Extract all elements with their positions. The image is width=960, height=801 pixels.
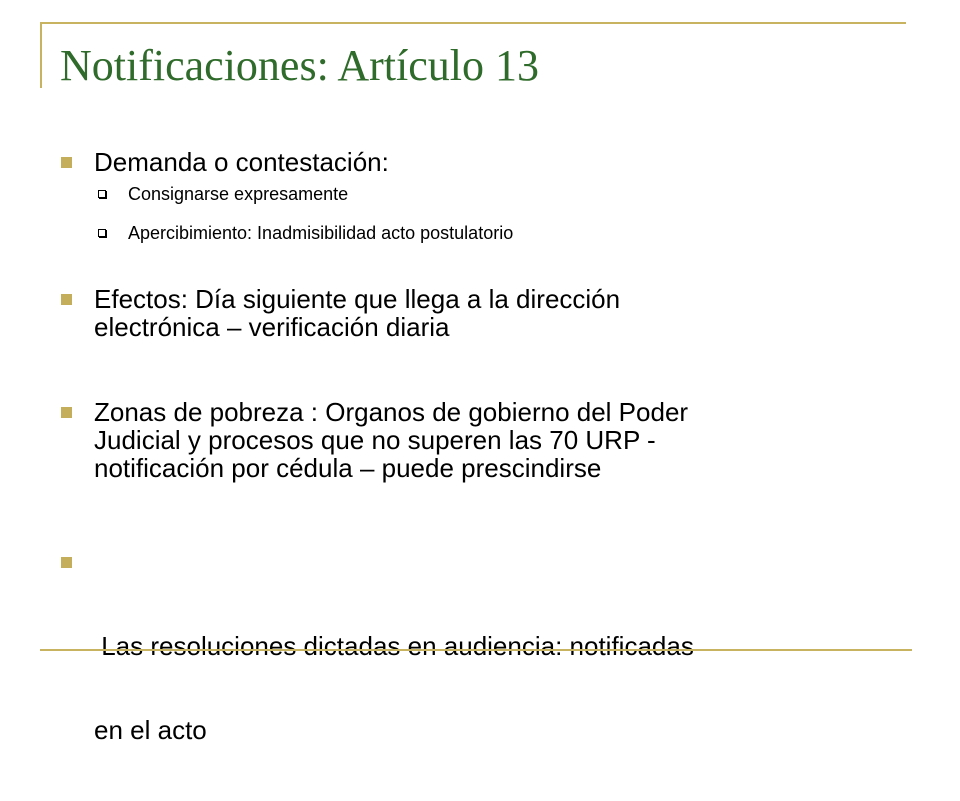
frame-left-line (40, 22, 42, 88)
bullet-line: Zonas de pobreza : Organos de gobierno del Poder (94, 397, 689, 427)
subitem-consignarse (60, 183, 960, 205)
subitem-apercibimiento (60, 222, 960, 244)
bullet-line: Efectos: Día siguiente que llega a la dirección (94, 284, 621, 314)
bullet-line: Judicial y procesos que no superen las 70 URP - (94, 425, 656, 455)
bullet-zonas-pobreza (60, 398, 910, 482)
hollow-square-bullet-icon (98, 229, 106, 237)
bullet-text: Demanda o contestación: (94, 147, 389, 177)
frame-bottom-line (40, 649, 912, 651)
subitem-text: Apercibimiento: Inadmisibilidad acto postulatorio (128, 223, 514, 243)
square-bullet-icon (61, 294, 72, 305)
bullet-line: electrónica – verificación diaria (94, 312, 450, 342)
hollow-square-bullet-icon (98, 190, 106, 198)
bullet-efectos (60, 285, 910, 341)
slide-title: Notificaciones: Artículo 13 (60, 41, 539, 90)
square-bullet-icon (61, 157, 72, 168)
bullet-line: en el acto (94, 715, 207, 745)
frame-top-line (40, 22, 906, 24)
bullet-demanda (60, 148, 389, 176)
square-bullet-icon (61, 407, 72, 418)
square-bullet-icon (61, 557, 72, 568)
bullet-resoluciones (60, 548, 910, 800)
subitem-text: Consignarse expresamente (128, 184, 349, 204)
bullet-line: Las resoluciones dictadas en audiencia: notificadas (94, 631, 694, 661)
bullet-line: notificación por cédula – puede prescindirse (94, 453, 602, 483)
